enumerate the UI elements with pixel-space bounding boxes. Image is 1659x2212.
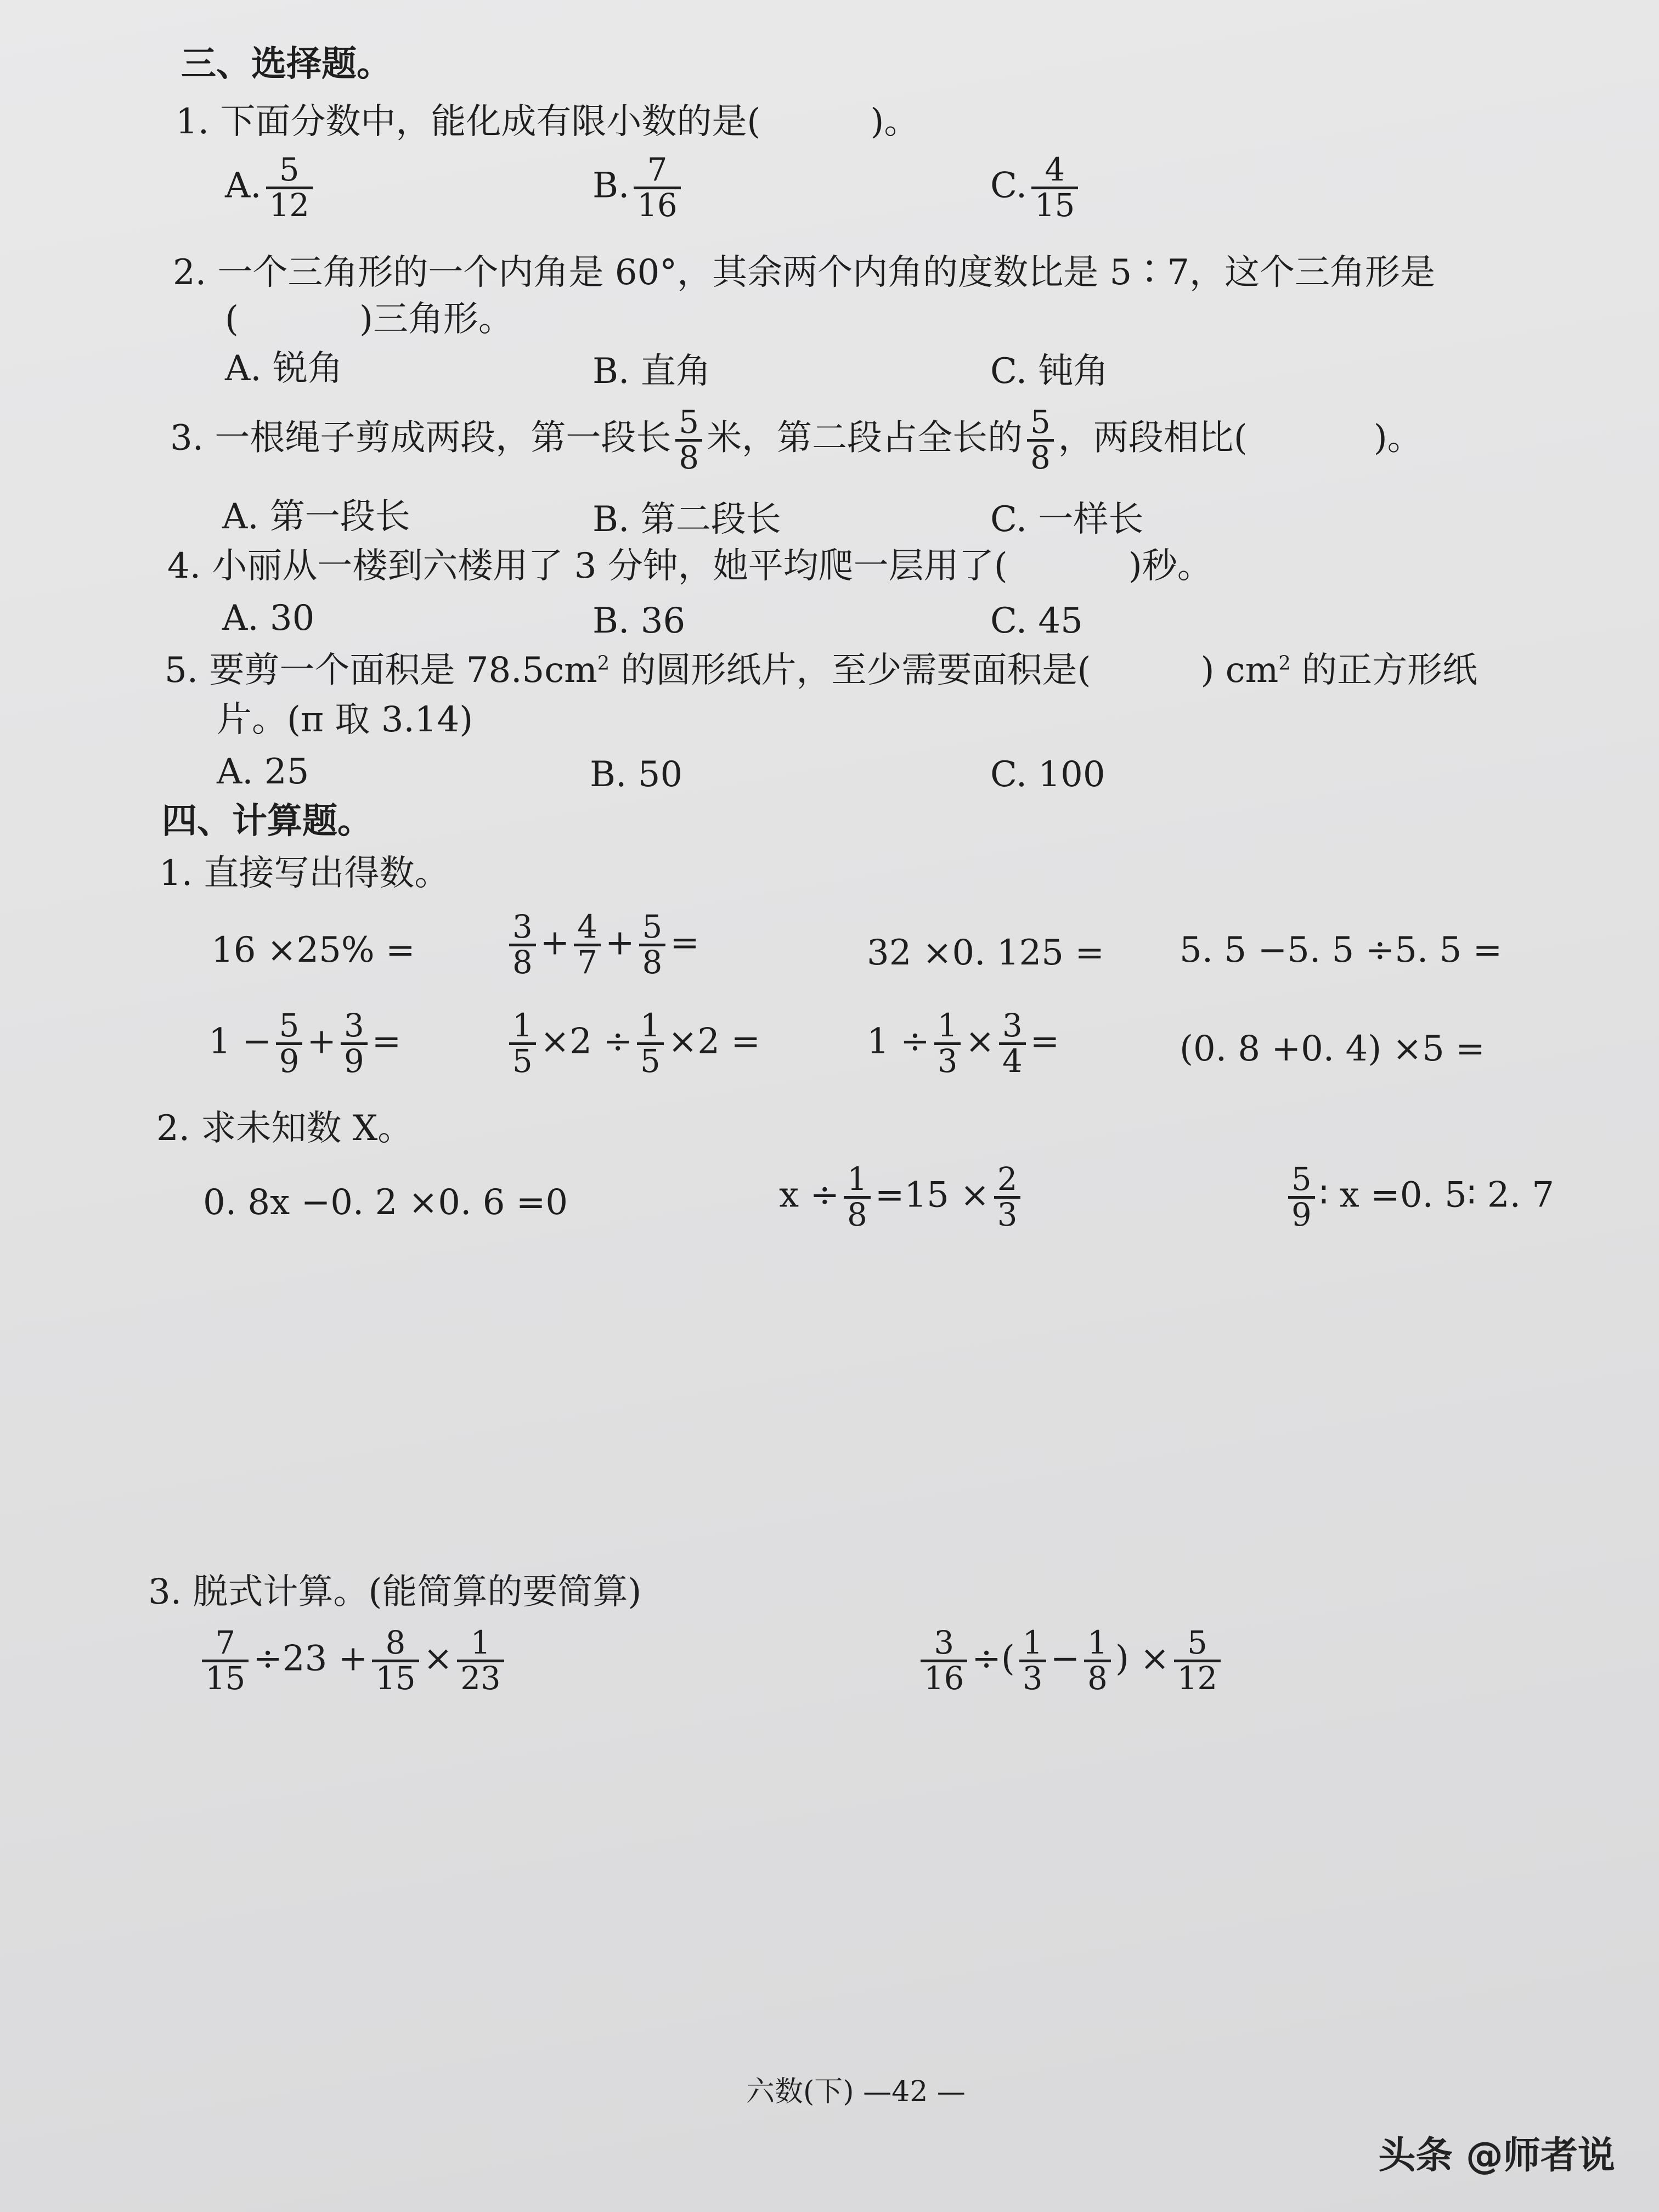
solve-2: x ÷ $\frac{1}{8}$ =15 × $\frac{2}{3}$ xyxy=(779,1163,1025,1232)
section-4-title: 四、计算题。 xyxy=(162,800,373,842)
q5-stem-line2: 片。(π 取 3.14) xyxy=(217,699,473,740)
q2-option-b: B. 直角 xyxy=(592,351,711,392)
calc-1: 16 ×25% = xyxy=(211,930,415,970)
stepwise-2: $\frac{3}{16}$ ÷( $\frac{1}{3}$ − $\frac{1}{8}$ ) × $\frac{5}{12}$ xyxy=(916,1627,1225,1696)
calc-6: $\frac{1}{5}$ ×2 ÷ $\frac{1}{5}$ ×2 = xyxy=(505,1009,760,1079)
calc-3: 32 ×0. 125 = xyxy=(867,933,1104,973)
q1-option-b: B. $\frac{7}{16}$ xyxy=(592,154,685,223)
q5-stem: 5. 要剪一个面积是 $78.5cm^2$ 的圆形纸片，至少需要面积是( ) $cm^2$ 的正方形纸 xyxy=(165,650,1478,691)
section-3-title: 三、选择题。 xyxy=(181,43,392,84)
q4-option-c: C. 45 xyxy=(990,601,1083,641)
q2-option-c: C. 钝角 xyxy=(990,351,1109,392)
q1-option-a: A. $\frac{5}{12}$ xyxy=(225,154,317,223)
part2-title: 2. 求未知数 X。 xyxy=(156,1108,413,1149)
calc-8: (0. 8 +0. 4) ×5 = xyxy=(1180,1029,1485,1069)
solve-1: 0. 8x −0. 2 ×0. 6 =0 xyxy=(203,1182,568,1223)
q4-option-a: A. 30 xyxy=(222,598,315,639)
q5-option-c: C. 100 xyxy=(990,754,1105,795)
calc-4: 5. 5 −5. 5 ÷5. 5 = xyxy=(1180,930,1503,970)
solve-3: $\frac{5}{9}$ ∶ x =0. 5∶ 2. 7 xyxy=(1284,1163,1554,1232)
q4-stem: 4. 小丽从一楼到六楼用了 3 分钟，她平均爬一层用了( )秒。 xyxy=(167,546,1212,586)
q4-option-b: B. 36 xyxy=(592,601,686,641)
part3-title: 3. 脱式计算。(能简算的要简算) xyxy=(148,1572,642,1612)
page-footer: 六数(下) —42 — xyxy=(746,2075,966,2108)
q3-option-a: A. 第一段长 xyxy=(222,496,410,537)
watermark: 头条 @师者说 xyxy=(1378,2134,1615,2177)
q2-option-a: A. 锐角 xyxy=(225,348,343,389)
q2-stem: 2. 一个三角形的一个内角是 60°，其余两个内角的度数比是 5∶7，这个三角形是 xyxy=(173,252,1435,293)
q5-option-a: A. 25 xyxy=(217,752,309,792)
q1-stem: 1. 下面分数中，能化成有限小数的是( )。 xyxy=(176,101,919,142)
part1-title: 1. 直接写出得数。 xyxy=(159,853,450,894)
q2-stem-line2: ( )三角形。 xyxy=(225,299,514,340)
q5-option-b: B. 50 xyxy=(590,754,683,795)
calc-5: 1 − $\frac{5}{9}$ + $\frac{3}{9}$ = xyxy=(208,1007,402,1080)
calc-2: $\frac{3}{8}$ + $\frac{4}{7}$ + $\frac{5}{8}$ = xyxy=(505,911,699,980)
q3-option-b: B. 第二段长 xyxy=(592,499,781,540)
q3-stem: 3. 一根绳子剪成两段，第一段长 $\frac{5}{8}$ 米，第二段占全长的 $\frac{5}{8}$ ，两段相比( )。 xyxy=(170,404,1423,477)
q3-option-c: C. 一样长 xyxy=(990,499,1144,540)
q1-option-c: C. $\frac{4}{15}$ xyxy=(990,154,1082,223)
stepwise-1: $\frac{7}{15}$ ÷23 + $\frac{8}{15}$ × $\frac{1}{23}$ xyxy=(198,1627,509,1696)
calc-7: 1 ÷ $\frac{1}{3}$ × $\frac{3}{4}$ = xyxy=(867,1007,1060,1080)
